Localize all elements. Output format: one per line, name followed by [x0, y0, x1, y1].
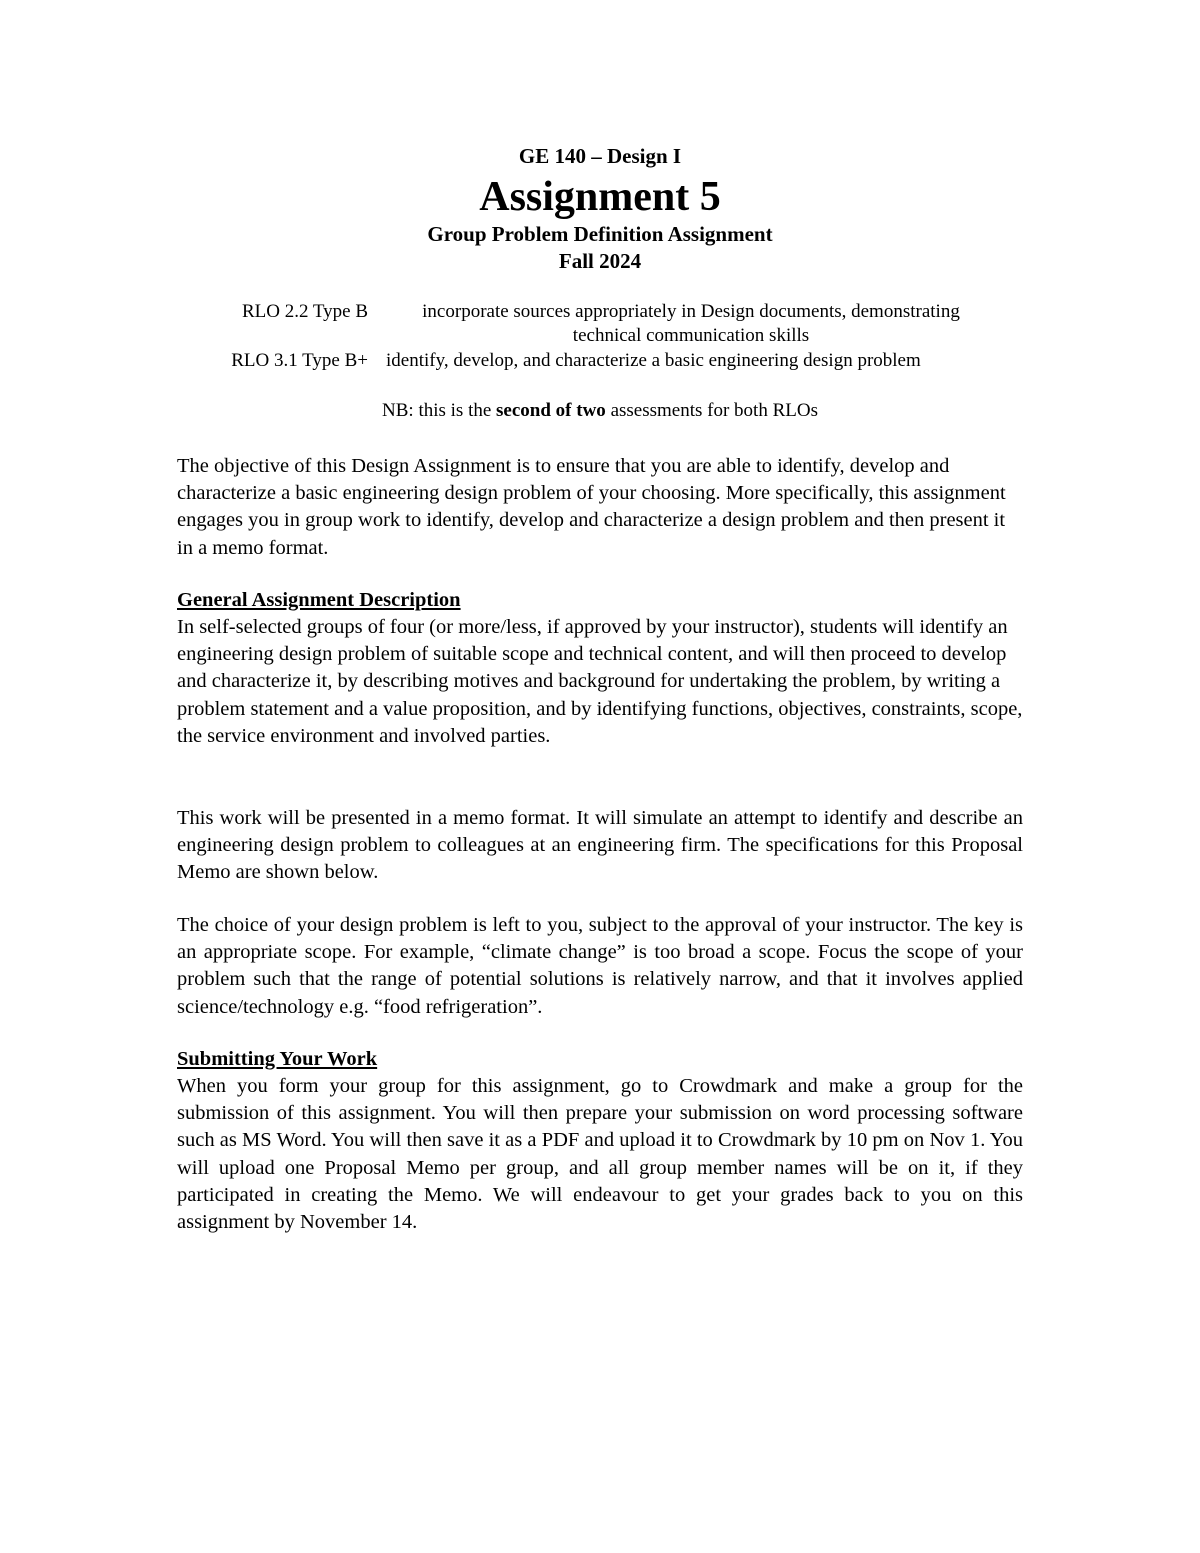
term-label: Fall 2024 — [558, 249, 642, 273]
general-description-paragraph: In self-selected groups of four (or more/less, if approved by your instructor), students will identify an engineering design problem of suitable scope and technical content, and will then proceed to develop and characterize it, by describing motives and background for undertaking the problem, by writing a problem statement and a value proposition, and by identifying functions, objectives, constraints, scope, the service environment and involved parties. — [177, 616, 1023, 747]
rlo-description: incorporate sources appropriately in Design documents, demonstrating technical communication skills — [422, 301, 960, 346]
rlo-code: RLO 3.1 Type B+ — [231, 350, 368, 371]
nb-suffix: assessments for both RLOs — [605, 400, 818, 421]
nb-note — [0, 399, 1200, 423]
submitting-paragraph: When you form your group for this assignment, go to Crowdmark and make a group for the submission of this assignment. You will then prepare your submission on word processing software such as MS Word. You will then save it as a PDF and upload it to Crowdmark by 10 pm on Nov 1. You will upload one Proposal Memo per group, and all group member names will be on it, if they participated in creating the Memo. We will endeavour to get your grades back to you on this assignment by November 14. — [177, 1075, 1023, 1234]
course-line: GE 140 – Design I — [518, 144, 682, 168]
rlo-code: RLO 2.2 Type B — [241, 301, 368, 322]
nb-prefix: NB: this is the — [382, 400, 497, 421]
assignment-subtitle: Group Problem Definition Assignment — [427, 222, 773, 246]
memo-format-paragraph: This work will be presented in a memo format. It will simulate an attempt to identify and describe an engineering design problem to colleagues at an engineering firm. The specifications for this Proposal Memo are shown below. — [177, 807, 1023, 884]
rlo-item — [190, 349, 1010, 373]
submitting-heading: Submitting Your Work — [177, 1048, 378, 1070]
problem-choice-paragraph: The choice of your design problem is left to you, subject to the approval of your instructor. The key is an appropriate scope. For example, “climate change” is too broad a scope. Focus the scope of your problem such that the range of potential solutions is relatively narrow, and that it involves applied science/technology e.g. “food refrigeration”. — [177, 914, 1023, 1018]
nb-emphasis: second of two — [496, 400, 606, 421]
rlo-item — [190, 300, 1010, 348]
rlo-description: identify, develop, and characterize a basic engineering design problem — [386, 350, 921, 371]
objective-paragraph: The objective of this Design Assignment is to ensure that you are able to identify, develop and characterize a basic engineering design problem of your choosing. More specifically, this assignment engages you in group work to identify, develop and characterize a design problem and then present it in a memo format. — [177, 455, 1006, 559]
assignment-title: Assignment 5 — [479, 174, 721, 220]
general-description-heading: General Assignment Description — [177, 589, 461, 611]
